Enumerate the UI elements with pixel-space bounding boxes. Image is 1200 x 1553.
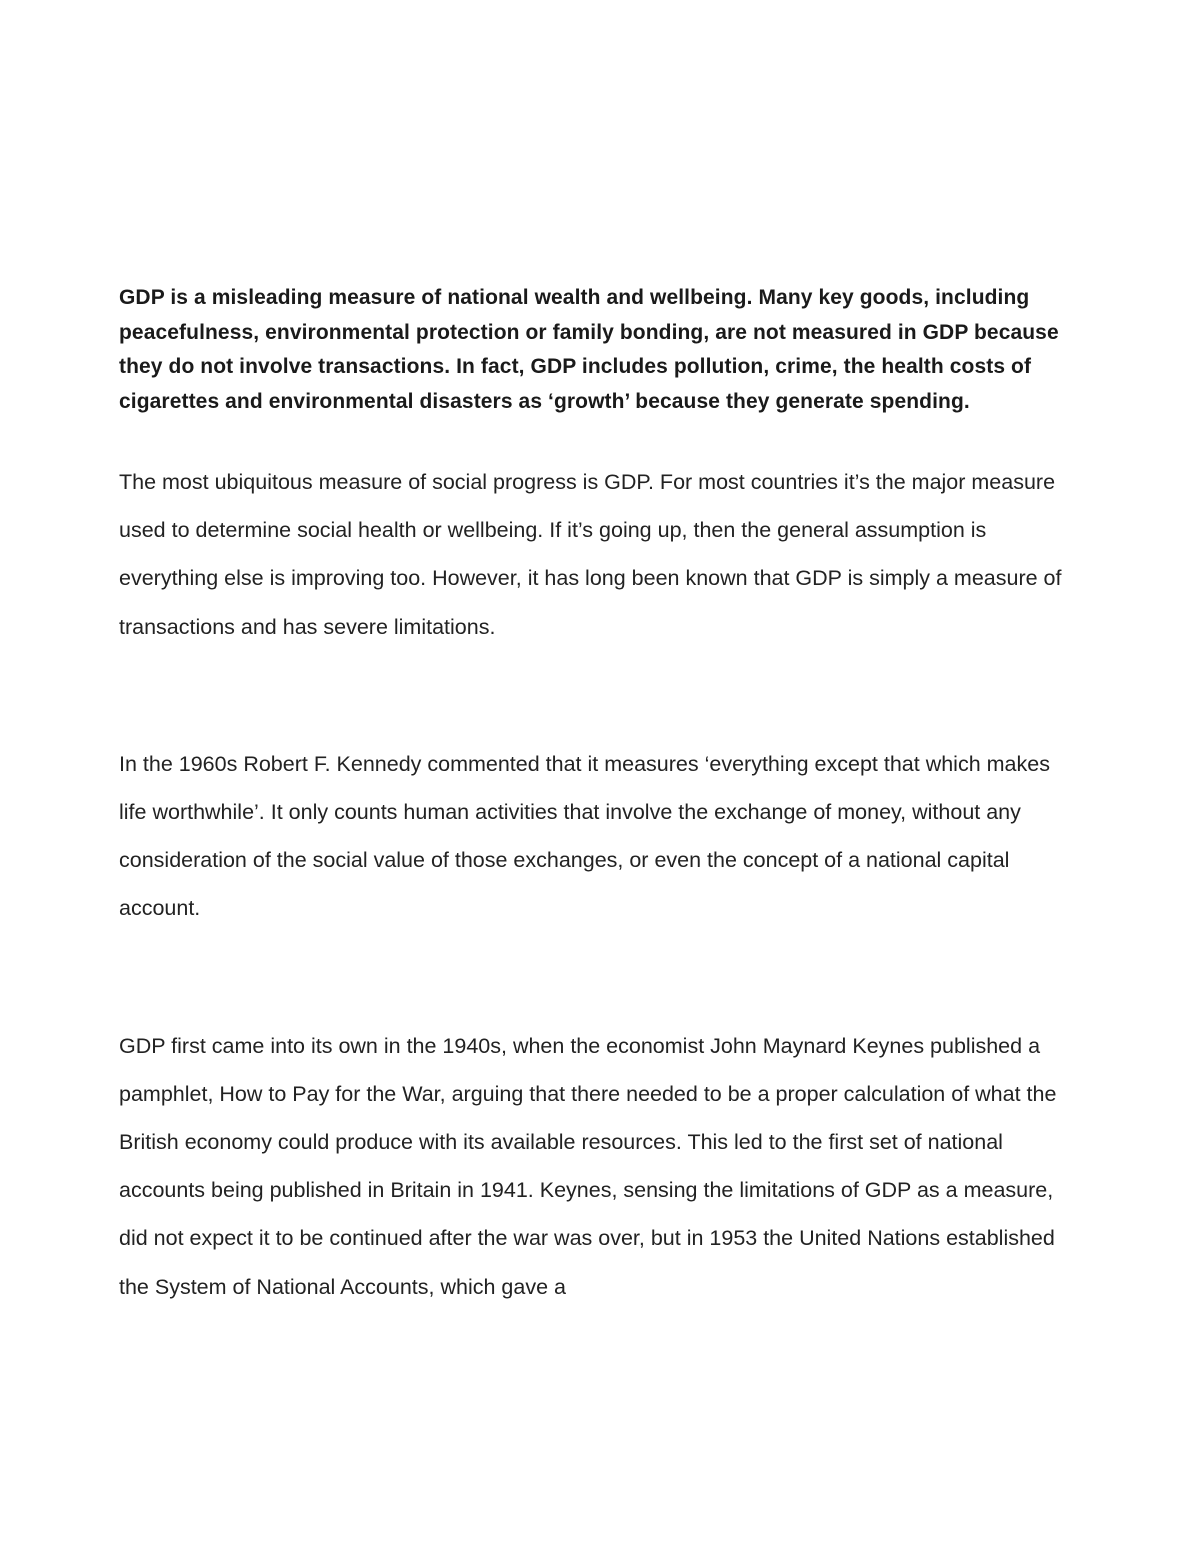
body-paragraph-1: The most ubiquitous measure of social progress is GDP. For most countries it’s the major measure used to determine social health or wellbeing. If it’s going up, then the general assumption is everything else is improving too. However, it has long been known that GDP is simply a measure of transactions and has severe limitations. bbox=[119, 470, 1062, 639]
body-paragraph-2: In the 1960s Robert F. Kennedy commented that it measures ‘everything except that which makes life worthwhile’. It only counts human activities that involve the exchange of money, without any consideration of the social value of those exchanges, or even the concept of a national capital account. bbox=[119, 751, 1050, 921]
document-body bbox=[119, 281, 1069, 1311]
lead-paragraph: GDP is a misleading measure of national wealth and wellbeing. Many key goods, including peacefulness, environmental protection or family bonding, are not measured in GDP because they do not involve transactions. In fact, GDP includes pollution, crime, the health costs of cigarettes and environmental disasters as ‘growth’ because they generate spending. bbox=[119, 286, 1059, 413]
body-paragraph-3: GDP first came into its own in the 1940s, when the economist John Maynard Keynes published a pamphlet, How to Pay for the War, arguing that there needed to be a proper calculation of what the British economy could produce with its available resources. This led to the first set of national accounts being published in Britain in 1941. Keynes, sensing the limitations of GDP as a measure, did not expect it to be continued after the war was over, but in 1953 the United Nations established the System of National Accounts, which gave a bbox=[119, 1033, 1057, 1299]
